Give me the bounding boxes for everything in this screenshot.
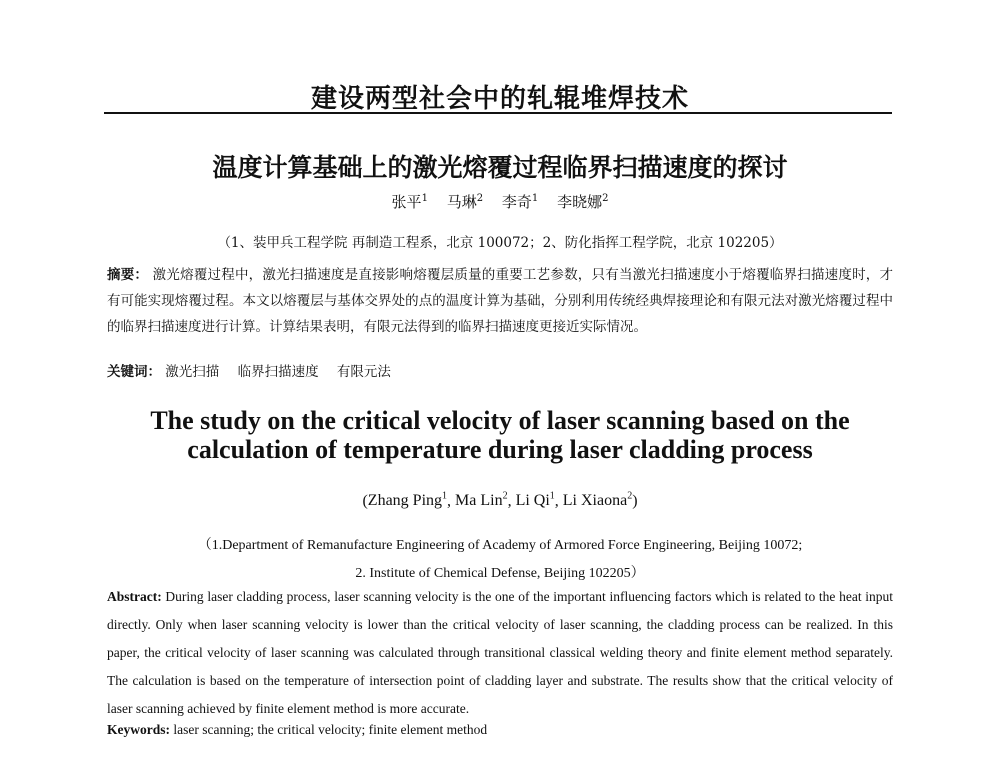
cn-author: 李晓娜$^2$ [557, 193, 609, 211]
en-author: Li Qi$^1$ [515, 491, 555, 510]
cn-author: 马琳$^2$ [446, 193, 484, 211]
en-keywords [107, 722, 893, 738]
en-keywords-label: Keywords: [107, 722, 170, 737]
en-title-line: calculation of temperature during laser cladding process [187, 435, 813, 464]
cn-abstract [107, 262, 893, 340]
en-affiliation [0, 532, 1000, 588]
cn-authors [0, 191, 1000, 212]
en-abstract [107, 583, 893, 723]
cn-keywords [107, 360, 893, 380]
en-affiliation-line: （1.Department of Remanufacture Engineering of Academy of Armored Force Engineering, Beijing 10072; [197, 538, 803, 553]
cn-keyword: 临界扫描速度 [237, 364, 319, 380]
en-abstract-label: Abstract: [107, 589, 162, 604]
header-rule [104, 112, 892, 114]
cn-abstract-text: 激光熔覆过程中，激光扫描速度是直接影响熔覆层质量的重要工艺参数，只有当激光扫描速度小于熔覆临界扫描速度时，才有可能实现熔覆过程。本文以熔覆层与基体交界处的点的温度计算为基础，分别利用传统经典焊接理论和有限元法对激光熔覆过程中的临界扫描速度进行计算。计算结果表明，有限元法得到的临界扫描速度更接近实际情况。 [107, 267, 894, 335]
en-authors: (Zhang Ping$^1$, Ma Lin$^2$, Li Qi$^1$, Li Xiaona$^2$) [362, 491, 638, 510]
cn-keyword: 激光扫描 [165, 364, 220, 380]
cn-title: 温度计算基础上的激光熔覆过程临界扫描速度的探讨 [212, 153, 788, 182]
en-abstract-text: During laser cladding process, laser scanning velocity is the one of the important influencing factors which is related to the heat input directly. Only when laser scanning velocity is lower than the critical velocity of laser scanning, the cladding process can be realized. In this paper, the critical velocity of laser scanning was calculated through transitional classical welding theory and finite element method separately. The calculation is based on the temperature of intersection point of cladding layer and substrate. The results show that the critical velocity of laser scanning achieved by finite element method is more accurate. [107, 589, 894, 716]
en-affiliation-line: 2. Institute of Chemical Defense, Beijing 102205） [355, 566, 645, 581]
cn-abstract-label: 摘要： [107, 267, 149, 283]
en-author: Li Xiaona$^2$ [562, 491, 633, 510]
en-author: Ma Lin$^2$ [455, 491, 508, 510]
cn-author: 张平$^1$ [391, 193, 428, 211]
en-title [0, 406, 1000, 464]
en-author: Zhang Ping$^1$ [367, 491, 448, 510]
cn-keyword: 有限元法 [336, 364, 391, 380]
cn-author: 李奇$^1$ [501, 193, 539, 211]
en-title-line: The study on the critical velocity of laser scanning based on the [150, 406, 850, 435]
running-head: 建设两型社会中的轧辊堆焊技术 [310, 84, 689, 114]
cn-affiliation: （1、装甲兵工程学院 再制造工程系，北京 100072；2、防化指挥工程学院，北京 102205） [217, 235, 783, 251]
en-keywords-text: laser scanning; the critical velocity; finite element method [173, 722, 488, 737]
cn-keywords-label: 关键词： [107, 364, 161, 380]
